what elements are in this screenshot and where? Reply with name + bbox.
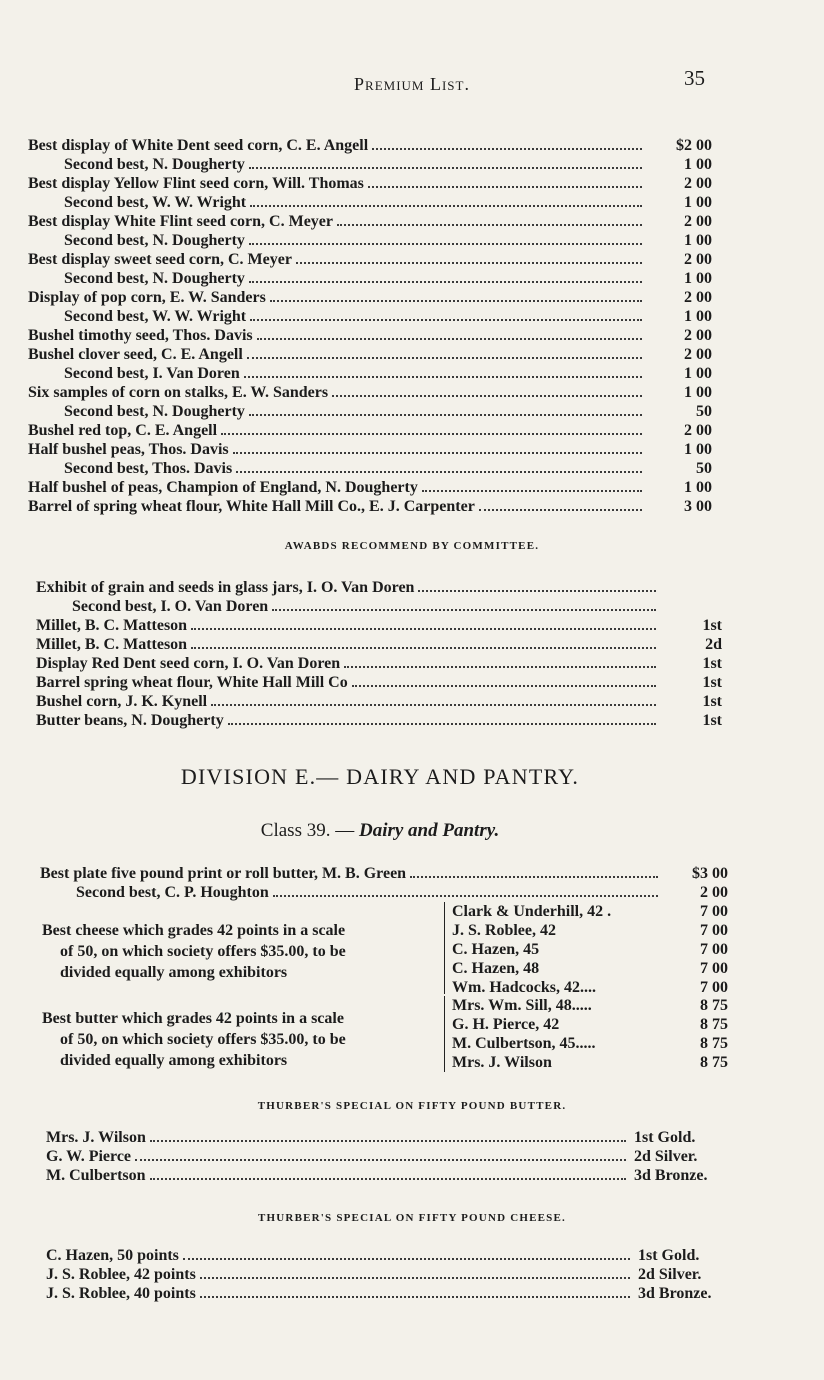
dot-leader bbox=[244, 364, 642, 378]
entry-name: Clark & Underhill, 42 . bbox=[452, 903, 612, 920]
item-label: Best display sweet seed corn, C. Meyer bbox=[28, 251, 292, 268]
cheese-line-1: Best cheese which grades 42 points in a scale bbox=[42, 922, 346, 939]
list-item bbox=[28, 326, 642, 345]
item-amount: 1st Gold. bbox=[634, 1129, 696, 1146]
entry-name: C. Hazen, 45 bbox=[452, 941, 540, 958]
list-item bbox=[36, 673, 656, 692]
list-item bbox=[72, 597, 656, 616]
dot-leader bbox=[191, 635, 656, 649]
item-amount: 1 00 bbox=[684, 308, 712, 325]
item-amount: 2 00 bbox=[684, 289, 712, 306]
item-label: Millet, B. C. Matteson bbox=[36, 617, 188, 634]
item-amount: 2d Silver. bbox=[634, 1148, 698, 1165]
item-label: Second best, N. Dougherty bbox=[64, 156, 245, 173]
entry-name: C. Hazen, 48 bbox=[452, 960, 540, 977]
item-label: Six samples of corn on stalks, E. W. Sanders bbox=[28, 384, 329, 401]
item-amount: 2 00 bbox=[684, 422, 712, 439]
dot-leader bbox=[249, 155, 642, 169]
entry-name: G. H. Pierce, 42 bbox=[452, 1016, 560, 1033]
dot-leader bbox=[332, 383, 642, 397]
item-label: Half bushel of peas, Champion of England, N. Dougherty bbox=[28, 479, 418, 496]
dot-leader bbox=[183, 1246, 630, 1260]
entry-amount: 7 00 bbox=[700, 941, 728, 958]
entry-amount: 7 00 bbox=[700, 979, 728, 996]
item-amount: 2 00 bbox=[700, 884, 728, 901]
item-label: Best plate five pound print or roll butter, M. B. Green bbox=[40, 865, 407, 882]
butter-group-description bbox=[42, 1008, 442, 1071]
list-item bbox=[28, 136, 642, 155]
dot-leader bbox=[221, 421, 642, 435]
item-amount: 1st bbox=[702, 617, 722, 634]
list-item bbox=[64, 459, 642, 478]
dot-leader bbox=[233, 440, 642, 454]
item-amount: 1 00 bbox=[684, 365, 712, 382]
entry-name: Mrs. Wm. Sill, 48..... bbox=[452, 997, 592, 1014]
list-item bbox=[64, 193, 642, 212]
list-item bbox=[28, 421, 642, 440]
item-amount: 1 00 bbox=[684, 232, 712, 249]
entry-name: Wm. Hadcocks, 42.... bbox=[452, 979, 596, 996]
cheese-brace bbox=[444, 902, 445, 994]
butter-line-1: Best butter which grades 42 points in a scale bbox=[42, 1010, 344, 1027]
item-amount: 1st bbox=[702, 655, 722, 672]
entry-amount: 8 75 bbox=[700, 1016, 728, 1033]
list-item bbox=[46, 1284, 630, 1303]
item-amount: 1 00 bbox=[684, 384, 712, 401]
division-title: DIVISION E.— DAIRY AND PANTRY. bbox=[180, 764, 580, 789]
dot-leader bbox=[368, 174, 642, 188]
thurber-butter-heading: THURBER'S SPECIAL ON FIFTY POUND BUTTER. bbox=[257, 1100, 567, 1112]
item-label: Second best, I. O. Van Doren bbox=[72, 598, 269, 615]
entry-amount: 7 00 bbox=[700, 903, 728, 920]
cheese-line-3: divided equally among exhibitors bbox=[60, 964, 288, 981]
item-amount: 1 00 bbox=[684, 156, 712, 173]
dot-leader bbox=[344, 654, 656, 668]
butter-line-2: of 50, on which society offers $35.00, to be bbox=[60, 1031, 346, 1048]
item-label: Mrs. J. Wilson bbox=[46, 1129, 146, 1146]
item-label: Second best, Thos. Davis bbox=[64, 460, 233, 477]
item-label: Bushel corn, J. K. Kynell bbox=[36, 693, 208, 710]
entry-amount: 7 00 bbox=[700, 922, 728, 939]
item-label: J. S. Roblee, 40 points bbox=[46, 1285, 196, 1302]
dot-leader bbox=[135, 1147, 626, 1161]
list-item bbox=[40, 864, 658, 883]
list-item bbox=[28, 250, 642, 269]
class-prefix: Class 39. — bbox=[260, 820, 355, 841]
list-item bbox=[46, 1128, 626, 1147]
item-amount: 1 00 bbox=[684, 270, 712, 287]
item-amount: 3 00 bbox=[684, 498, 712, 515]
item-amount: 1st Gold. bbox=[638, 1247, 700, 1264]
item-label: Best display White Flint seed corn, C. Meyer bbox=[28, 213, 334, 230]
item-amount: 50 bbox=[696, 460, 712, 477]
entry-name: Mrs. J. Wilson bbox=[452, 1054, 552, 1071]
item-amount: 1st bbox=[702, 693, 722, 710]
list-item bbox=[28, 440, 642, 459]
item-amount: 2d bbox=[705, 636, 722, 653]
list-item bbox=[64, 307, 642, 326]
dot-leader bbox=[150, 1166, 626, 1180]
item-amount: 1 00 bbox=[684, 441, 712, 458]
dot-leader bbox=[352, 673, 656, 687]
item-label: Best display of White Dent seed corn, C. E. Angell bbox=[28, 137, 369, 154]
item-label: Exhibit of grain and seeds in glass jars, I. O. Van Doren bbox=[36, 579, 415, 596]
entry-amount: 8 75 bbox=[700, 1035, 728, 1052]
item-amount: $2 00 bbox=[676, 137, 712, 154]
dot-leader bbox=[272, 597, 656, 611]
list-item bbox=[36, 654, 656, 673]
item-label: Barrel spring wheat flour, White Hall Mill Co bbox=[36, 674, 348, 691]
running-head: Premium List. bbox=[354, 74, 470, 94]
dot-leader bbox=[273, 883, 658, 897]
entry-name: M. Culbertson, 45..... bbox=[452, 1035, 596, 1052]
item-amount: 3d Bronze. bbox=[638, 1285, 712, 1302]
item-amount: $3 00 bbox=[692, 865, 728, 882]
entry-amount: 7 00 bbox=[700, 960, 728, 977]
list-item bbox=[64, 364, 642, 383]
item-amount: 2 00 bbox=[684, 251, 712, 268]
list-item bbox=[64, 155, 642, 174]
item-amount: 2 00 bbox=[684, 213, 712, 230]
item-amount: 2 00 bbox=[684, 346, 712, 363]
list-item bbox=[46, 1246, 630, 1265]
cheese-group-description bbox=[42, 920, 442, 983]
item-label: Second best, N. Dougherty bbox=[64, 403, 245, 420]
list-item bbox=[28, 345, 642, 364]
dot-leader bbox=[247, 345, 642, 359]
list-item bbox=[28, 174, 642, 193]
entry-name: J. S. Roblee, 42 bbox=[452, 922, 556, 939]
list-item bbox=[36, 711, 656, 730]
list-item bbox=[28, 212, 642, 231]
page-number: 35 bbox=[684, 66, 705, 90]
list-item bbox=[28, 383, 642, 402]
item-label: M. Culbertson bbox=[46, 1167, 146, 1184]
entry-amount: 8 75 bbox=[700, 997, 728, 1014]
item-label: Second best, W. W. Wright bbox=[64, 308, 247, 325]
dot-leader bbox=[296, 250, 642, 264]
item-label: Butter beans, N. Dougherty bbox=[36, 712, 224, 729]
list-item bbox=[36, 616, 656, 635]
dot-leader bbox=[228, 711, 656, 725]
list-item bbox=[36, 692, 656, 711]
dot-leader bbox=[372, 136, 642, 150]
item-amount: 2 00 bbox=[684, 175, 712, 192]
dot-leader bbox=[191, 616, 656, 630]
butter-line-3: divided equally among exhibitors bbox=[60, 1052, 288, 1069]
dot-leader bbox=[410, 864, 658, 878]
awards-heading: AWABDS RECOMMEND BY COMMITTEE. bbox=[284, 540, 540, 552]
class-title bbox=[0, 820, 760, 842]
dot-leader bbox=[479, 497, 642, 511]
item-label: Second best, N. Dougherty bbox=[64, 270, 245, 287]
dot-leader bbox=[211, 692, 656, 706]
dot-leader bbox=[422, 478, 642, 492]
item-label: Display Red Dent seed corn, I. O. Van Doren bbox=[36, 655, 341, 672]
item-amount: 1 00 bbox=[684, 194, 712, 211]
list-item bbox=[46, 1147, 626, 1166]
item-label: Barrel of spring wheat flour, White Hall Mill Co., E. J. Carpenter bbox=[28, 498, 475, 515]
butter-brace bbox=[444, 996, 445, 1072]
item-amount: 1 00 bbox=[684, 479, 712, 496]
thurber-cheese-heading: THURBER'S SPECIAL ON FIFTY POUND CHEESE. bbox=[258, 1212, 566, 1224]
item-label: Bushel clover seed, C. E. Angell bbox=[28, 346, 243, 363]
dot-leader bbox=[200, 1284, 630, 1298]
item-label: Millet, B. C. Matteson bbox=[36, 636, 188, 653]
dot-leader bbox=[250, 193, 642, 207]
dot-leader bbox=[418, 578, 656, 592]
item-amount: 1st bbox=[702, 674, 722, 691]
item-label: Second best, C. P. Houghton bbox=[76, 884, 269, 901]
item-amount: 50 bbox=[696, 403, 712, 420]
list-item bbox=[28, 288, 642, 307]
dot-leader bbox=[250, 307, 642, 321]
dot-leader bbox=[257, 326, 642, 340]
dot-leader bbox=[249, 231, 642, 245]
list-item bbox=[76, 883, 658, 902]
list-item bbox=[46, 1166, 626, 1185]
cheese-line-2: of 50, on which society offers $35.00, to be bbox=[60, 943, 346, 960]
list-item bbox=[64, 231, 642, 250]
entry-amount: 8 75 bbox=[700, 1054, 728, 1071]
item-label: G. W. Pierce bbox=[46, 1148, 132, 1165]
item-label: Display of pop corn, E. W. Sanders bbox=[28, 289, 266, 306]
dot-leader bbox=[200, 1265, 630, 1279]
item-label: Best display Yellow Flint seed corn, Will. Thomas bbox=[28, 175, 364, 192]
item-label: J. S. Roblee, 42 points bbox=[46, 1266, 196, 1283]
item-label: Second best, I. Van Doren bbox=[64, 365, 240, 382]
dot-leader bbox=[236, 459, 642, 473]
item-label: Half bushel peas, Thos. Davis bbox=[28, 441, 229, 458]
list-item bbox=[28, 497, 642, 516]
dot-leader bbox=[249, 269, 642, 283]
list-item bbox=[46, 1265, 630, 1284]
list-item bbox=[36, 578, 656, 597]
dot-leader bbox=[249, 402, 642, 416]
item-amount: 1st bbox=[702, 712, 722, 729]
item-amount: 2d Silver. bbox=[638, 1266, 702, 1283]
list-item bbox=[64, 402, 642, 421]
list-item bbox=[36, 635, 656, 654]
list-item bbox=[64, 269, 642, 288]
item-amount: 2 00 bbox=[684, 327, 712, 344]
item-label: Bushel timothy seed, Thos. Davis bbox=[28, 327, 253, 344]
class-name: Dairy and Pantry. bbox=[358, 820, 500, 841]
item-label: Second best, W. W. Wright bbox=[64, 194, 247, 211]
dot-leader bbox=[150, 1128, 626, 1142]
item-label: Bushel red top, C. E. Angell bbox=[28, 422, 218, 439]
item-label: Second best, N. Dougherty bbox=[64, 232, 245, 249]
item-label: C. Hazen, 50 points bbox=[46, 1247, 179, 1264]
item-amount: 3d Bronze. bbox=[634, 1167, 708, 1184]
dot-leader bbox=[337, 212, 642, 226]
dot-leader bbox=[270, 288, 642, 302]
list-item bbox=[28, 478, 642, 497]
